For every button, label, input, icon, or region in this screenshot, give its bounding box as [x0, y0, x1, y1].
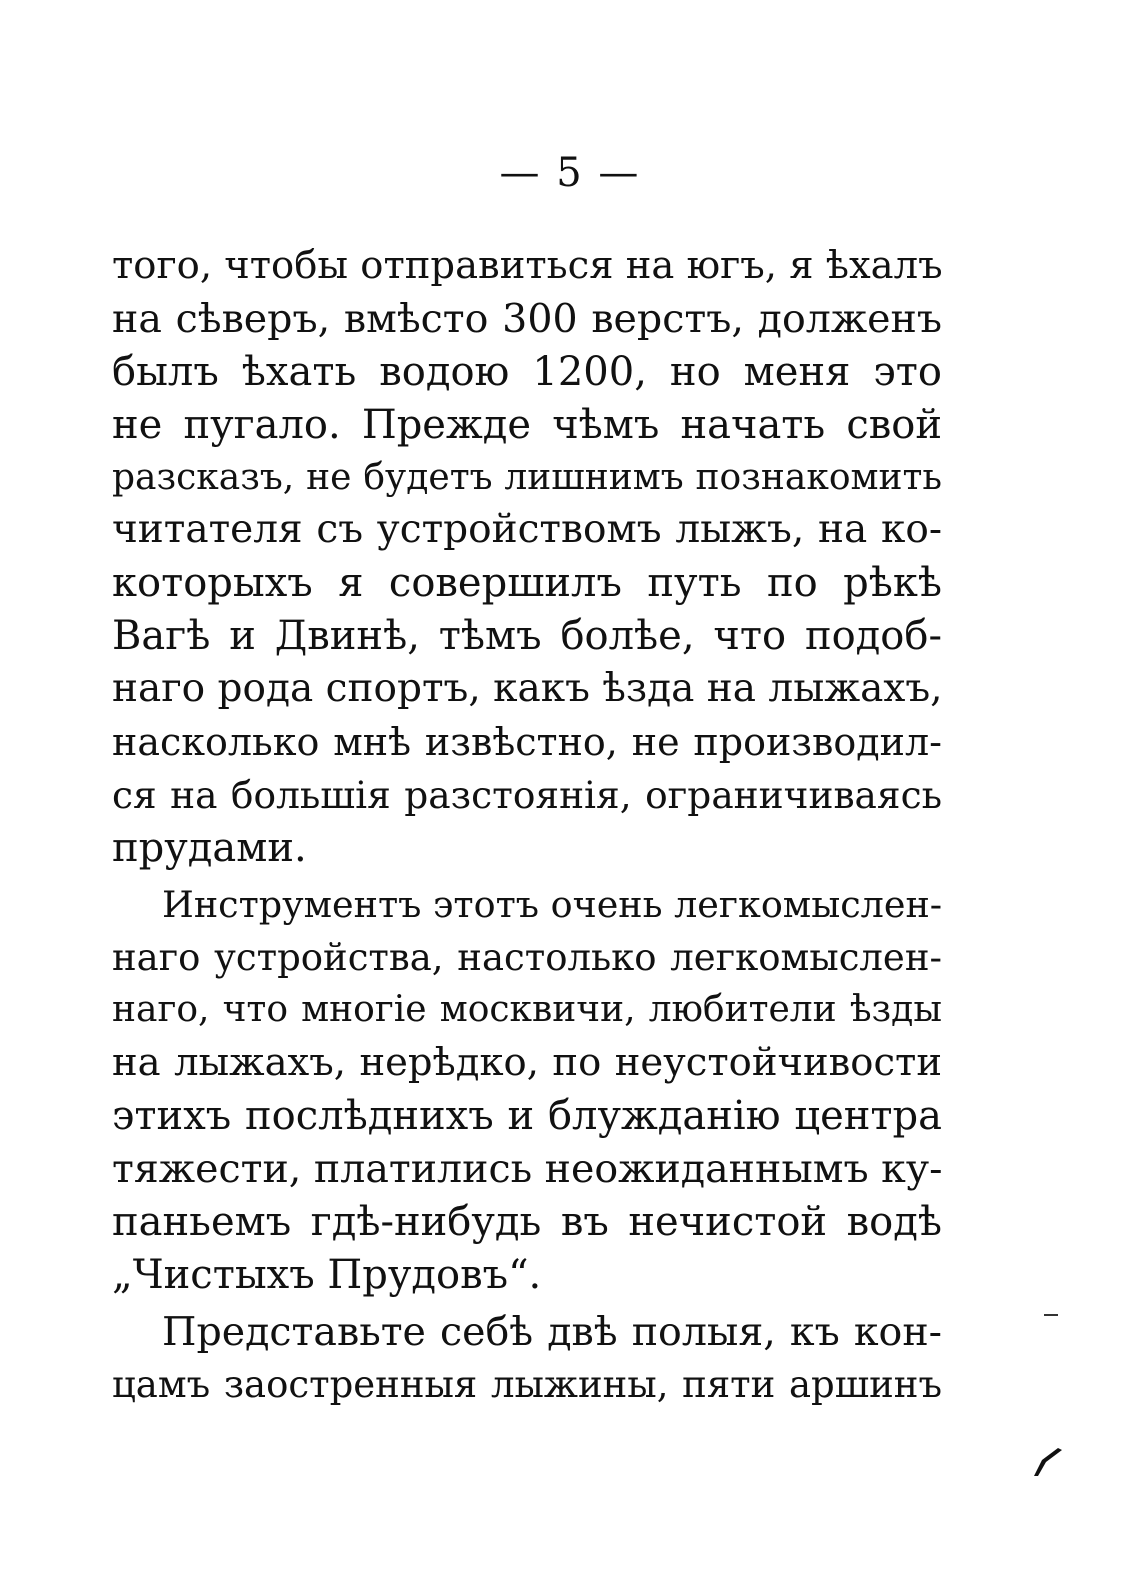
text-line: не пугало. Прежде чѣмъ начать свой [112, 401, 942, 448]
text-line: читателя съ устройствомъ лыжъ, на ко- [112, 507, 942, 553]
scan-dash-mark [1044, 1312, 1064, 1318]
text-line: разсказъ, не будетъ лишнимъ познакомить [112, 456, 942, 498]
text-line: которыхъ я совершилъ путь по рѣкѣ [112, 560, 942, 607]
text-line: того, чтобы отправиться на югъ, я ѣхалъ [112, 243, 943, 288]
text-line: наго, что многіе москвичи, любители ѣзды [112, 989, 942, 1031]
text-line: насколько мнѣ извѣстно, не производил- [112, 720, 942, 765]
page-number: — 5 — [499, 150, 641, 196]
body-text [112, 240, 942, 1412]
text-line: былъ ѣхать водою 1200, но меня это [112, 348, 942, 395]
text-line: цамъ заостренныя лыжины, пяти аршинъ [112, 1362, 942, 1406]
scan-speck-mark [1028, 1440, 1068, 1480]
text-line: на сѣверъ, вмѣсто 300 верстъ, долженъ [112, 295, 942, 342]
text-line: ся на большія разстоянія, ограничиваясь [112, 772, 942, 817]
text-line: Вагѣ и Двинѣ, тѣмъ болѣе, что подоб- [112, 613, 942, 660]
text-line: Инструментъ этотъ очень легкомыслен- [162, 882, 943, 926]
paragraph-2 [112, 879, 942, 1302]
text-line: наго устройства, настолько легкомыслен- [112, 935, 942, 979]
text-line: прудами. [112, 824, 307, 871]
text-line: „Чистыхъ Прудовъ“. [112, 1251, 542, 1298]
text-line: на лыжахъ, нерѣдко, по неустойчивости [112, 1040, 942, 1086]
text-line: Представьте себѣ двѣ полыя, къ кон- [162, 1308, 942, 1355]
text-line: тяжести, платились неожиданнымъ ку- [112, 1146, 943, 1193]
paragraph-3 [112, 1306, 942, 1412]
text-line: этихъ послѣднихъ и блужданію центра [112, 1093, 942, 1140]
text-line: наго рода спортъ, какъ ѣзда на лыжахъ, [112, 666, 943, 712]
text-line: паньемъ гдѣ-нибудь въ нечистой водѣ [112, 1199, 942, 1246]
paragraph-1 [112, 240, 942, 875]
